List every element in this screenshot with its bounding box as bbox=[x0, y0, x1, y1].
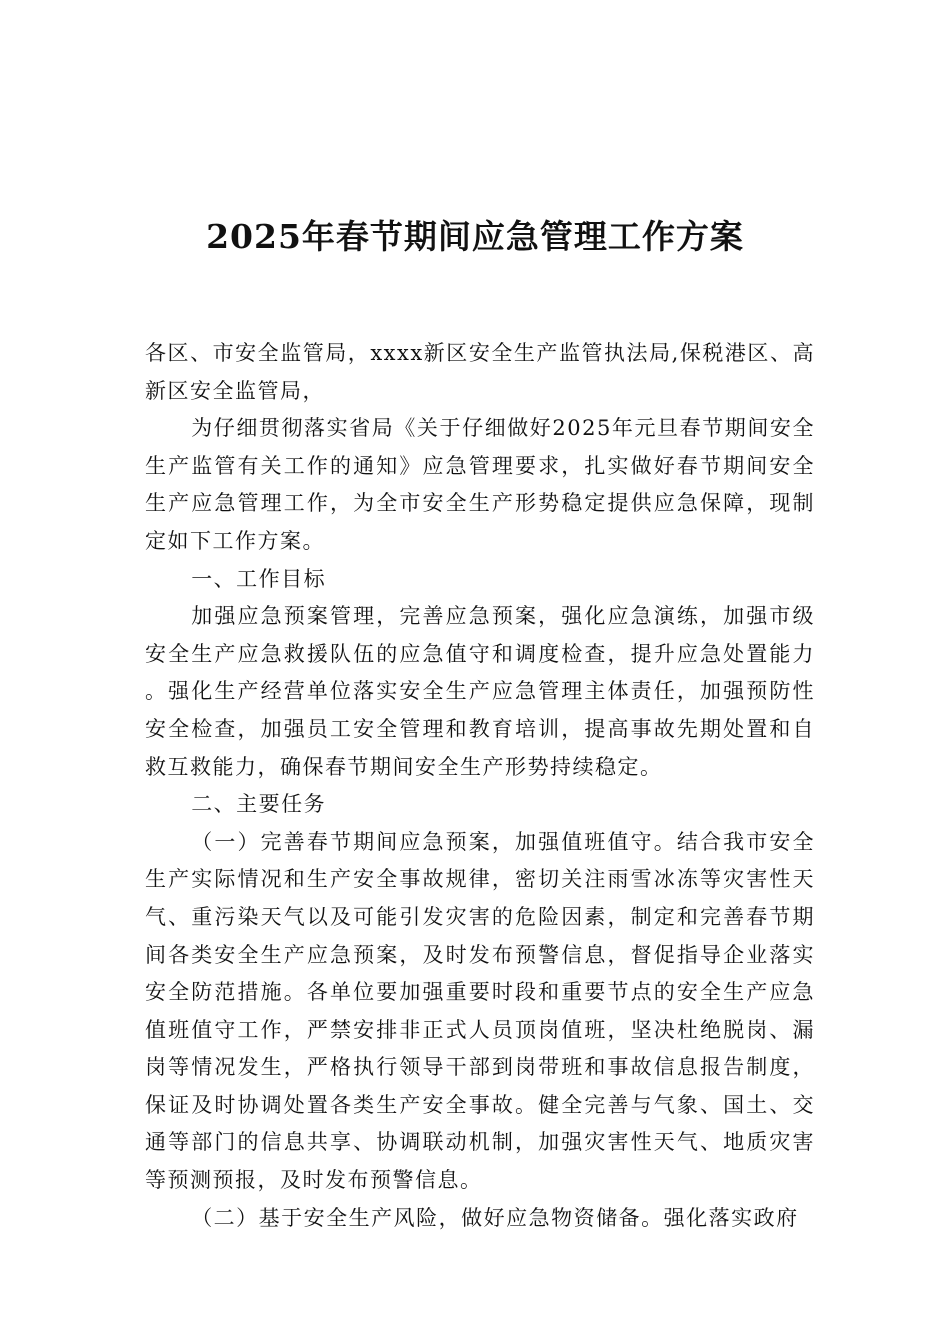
task-one-paragraph: （一）完善春节期间应急预案，加强值班值守。结合我市安全生产实际情况和生产安全事故规律，密切关注雨雪冰冻等灾害性天气、重污染天气以及可能引发灾害的危险因素，制定和完善春节期间各类安全生产应急预案，及时发布预警信息，督促指导企业落实安全防范措施。各单位要加强重要时段和重要节点的安全生产应急值班值守工作，严禁安排非正式人员顶岗值班，坚决杜绝脱岗、漏岗等情况发生，严格执行领导干部到岗带班和事故信息报告制度，保证及时协调处置各类生产安全事故。健全完善与气象、国土、交通等部门的信息共享、协调联动机制，加强灾害性天气、地质灾害等预测预报，及时发布预警信息。 bbox=[145, 829, 815, 1193]
addressee-paragraph: 各区、市安全监管局，xxxx新区安全生产监管执法局,保税港区、高新区安全监管局， bbox=[145, 341, 815, 403]
intro-paragraph: 为仔细贯彻落实省局《关于仔细做好2025年元旦春节期间安全生产监管有关工作的通知》应急管理要求，扎实做好春节期间安全生产应急管理工作，为全市安全生产形势稳定提供应急保障，现制定如下工作方案。 bbox=[145, 416, 815, 553]
section-heading-goals: 一、工作目标 bbox=[191, 566, 327, 591]
task-two-paragraph: （二）基于安全生产风险，做好应急物资储备。强化落实政府 bbox=[191, 1205, 799, 1230]
document-body bbox=[145, 335, 815, 1237]
section-heading-tasks: 二、主要任务 bbox=[191, 792, 327, 817]
goals-paragraph: 加强应急预案管理，完善应急预案，强化应急演练，加强市级安全生产应急救援队伍的应急值守和调度检查，提升应急处置能力。强化生产经营单位落实安全生产应急管理主体责任，加强预防性安全检查，加强员工安全管理和教育培训，提高事故先期处置和自救互救能力，确保春节期间安全生产形势持续稳定。 bbox=[145, 604, 815, 779]
document-title: 2025年春节期间应急管理工作方案 bbox=[206, 217, 744, 257]
